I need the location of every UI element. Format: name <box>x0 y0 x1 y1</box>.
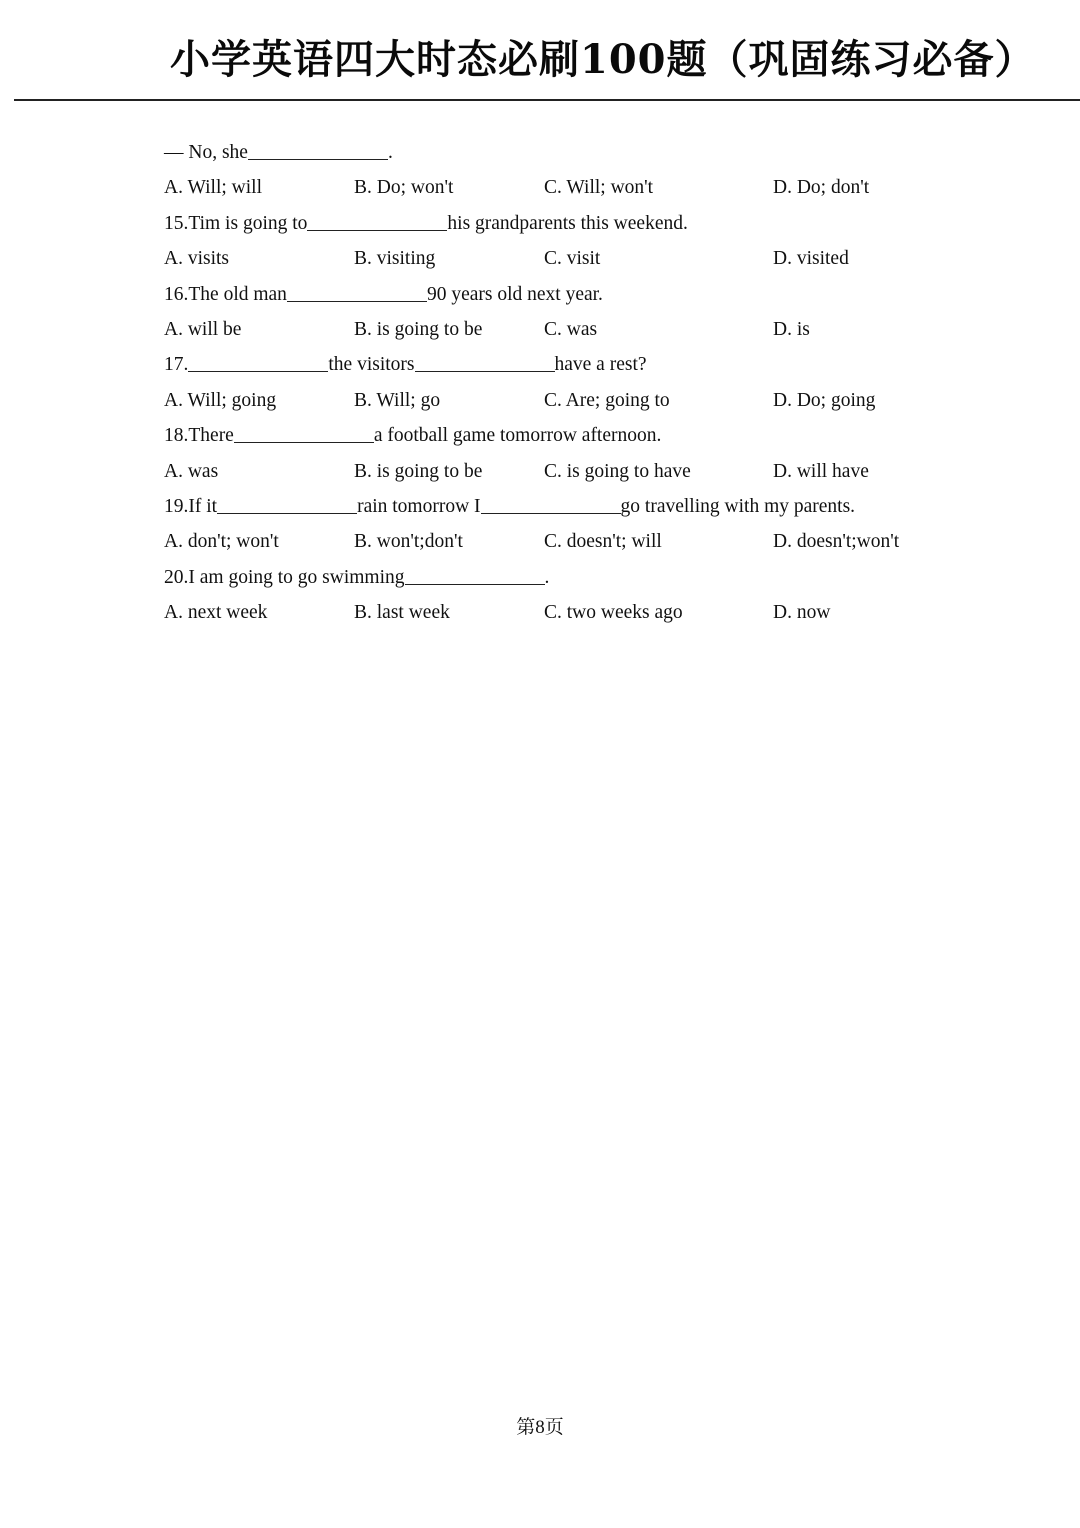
stem-text: . <box>387 142 393 163</box>
option-a: A. next week <box>164 602 268 624</box>
stem-text: — No, she <box>164 142 248 163</box>
option-d: D. doesn't;won't <box>773 531 900 553</box>
question-stem <box>164 560 964 595</box>
option-row <box>164 454 964 489</box>
option-a: A. was <box>164 460 219 482</box>
answer-blank <box>307 210 447 231</box>
option-a: A. visits <box>164 248 230 270</box>
stem-text: 17. <box>164 354 189 376</box>
option-d: D. is <box>773 318 810 340</box>
answer-blank <box>481 493 621 514</box>
answer-blank <box>405 564 545 585</box>
stem-text: his grandparents this weekend. <box>447 212 688 234</box>
option-d: D. will have <box>773 460 869 482</box>
option-d: D. now <box>773 602 831 624</box>
stem-text: 19.If it <box>164 495 218 517</box>
option-d: D. Do; going <box>773 389 876 411</box>
option-row <box>164 524 964 559</box>
option-c: C. visit <box>544 248 601 270</box>
option-b: B. is going to be <box>354 460 483 482</box>
stem-text: 20.I am going to go swimming <box>164 566 405 588</box>
stem-text: . <box>544 566 550 588</box>
option-row <box>164 595 964 630</box>
question-stem <box>164 418 964 453</box>
option-c: C. two weeks ago <box>544 602 683 624</box>
option-row <box>164 312 964 347</box>
page-title: 小学英语四大时态必刷100题（巩固练习必备） <box>170 36 1036 83</box>
option-row <box>164 241 964 276</box>
option-c: C. is going to have <box>544 460 691 482</box>
option-a: A. will be <box>164 318 242 340</box>
answer-blank <box>415 351 555 372</box>
answer-blank <box>234 422 374 443</box>
option-c: C. Will; won't <box>544 177 654 199</box>
stem-text: 15.Tim is going to <box>164 212 308 234</box>
option-b: B. visiting <box>354 248 436 270</box>
question-stem <box>164 135 964 170</box>
answer-blank <box>217 493 357 514</box>
option-row <box>164 383 964 418</box>
option-b: B. Will; go <box>354 389 441 411</box>
option-b: B. is going to be <box>354 318 483 340</box>
option-b: B. won't;don't <box>354 531 463 553</box>
question-stem <box>164 277 964 312</box>
stem-text: 90 years old next year. <box>426 283 603 305</box>
question-stem <box>164 347 964 382</box>
option-row <box>164 170 964 205</box>
question-stem <box>164 206 964 241</box>
option-a: A. Will; will <box>164 177 262 199</box>
page-header <box>0 0 1080 101</box>
option-a: A. don't; won't <box>164 531 279 553</box>
option-d: D. Do; don't <box>773 177 870 199</box>
option-d: D. visited <box>773 248 849 270</box>
stem-text: go travelling with my parents. <box>620 495 856 517</box>
option-c: C. doesn't; will <box>544 531 662 553</box>
answer-blank <box>248 139 388 160</box>
stem-text: rain tomorrow I <box>357 495 481 517</box>
header-divider <box>14 99 1080 101</box>
page-number: 第8页 <box>516 1417 564 1438</box>
stem-text: have a rest? <box>554 354 647 376</box>
option-a: A. Will; going <box>164 389 277 411</box>
stem-text: the visitors <box>328 354 415 376</box>
answer-blank <box>287 281 427 302</box>
stem-text: a football game tomorrow afternoon. <box>373 425 662 447</box>
option-b: B. Do; won't <box>354 177 454 199</box>
option-c: C. was <box>544 318 598 340</box>
stem-text: 18.There <box>164 425 234 447</box>
answer-blank <box>188 351 328 372</box>
option-c: C. Are; going to <box>544 389 670 411</box>
stem-text: 16.The old man <box>164 283 287 305</box>
question-list <box>164 135 964 630</box>
question-stem <box>164 489 964 524</box>
option-b: B. last week <box>354 602 450 624</box>
